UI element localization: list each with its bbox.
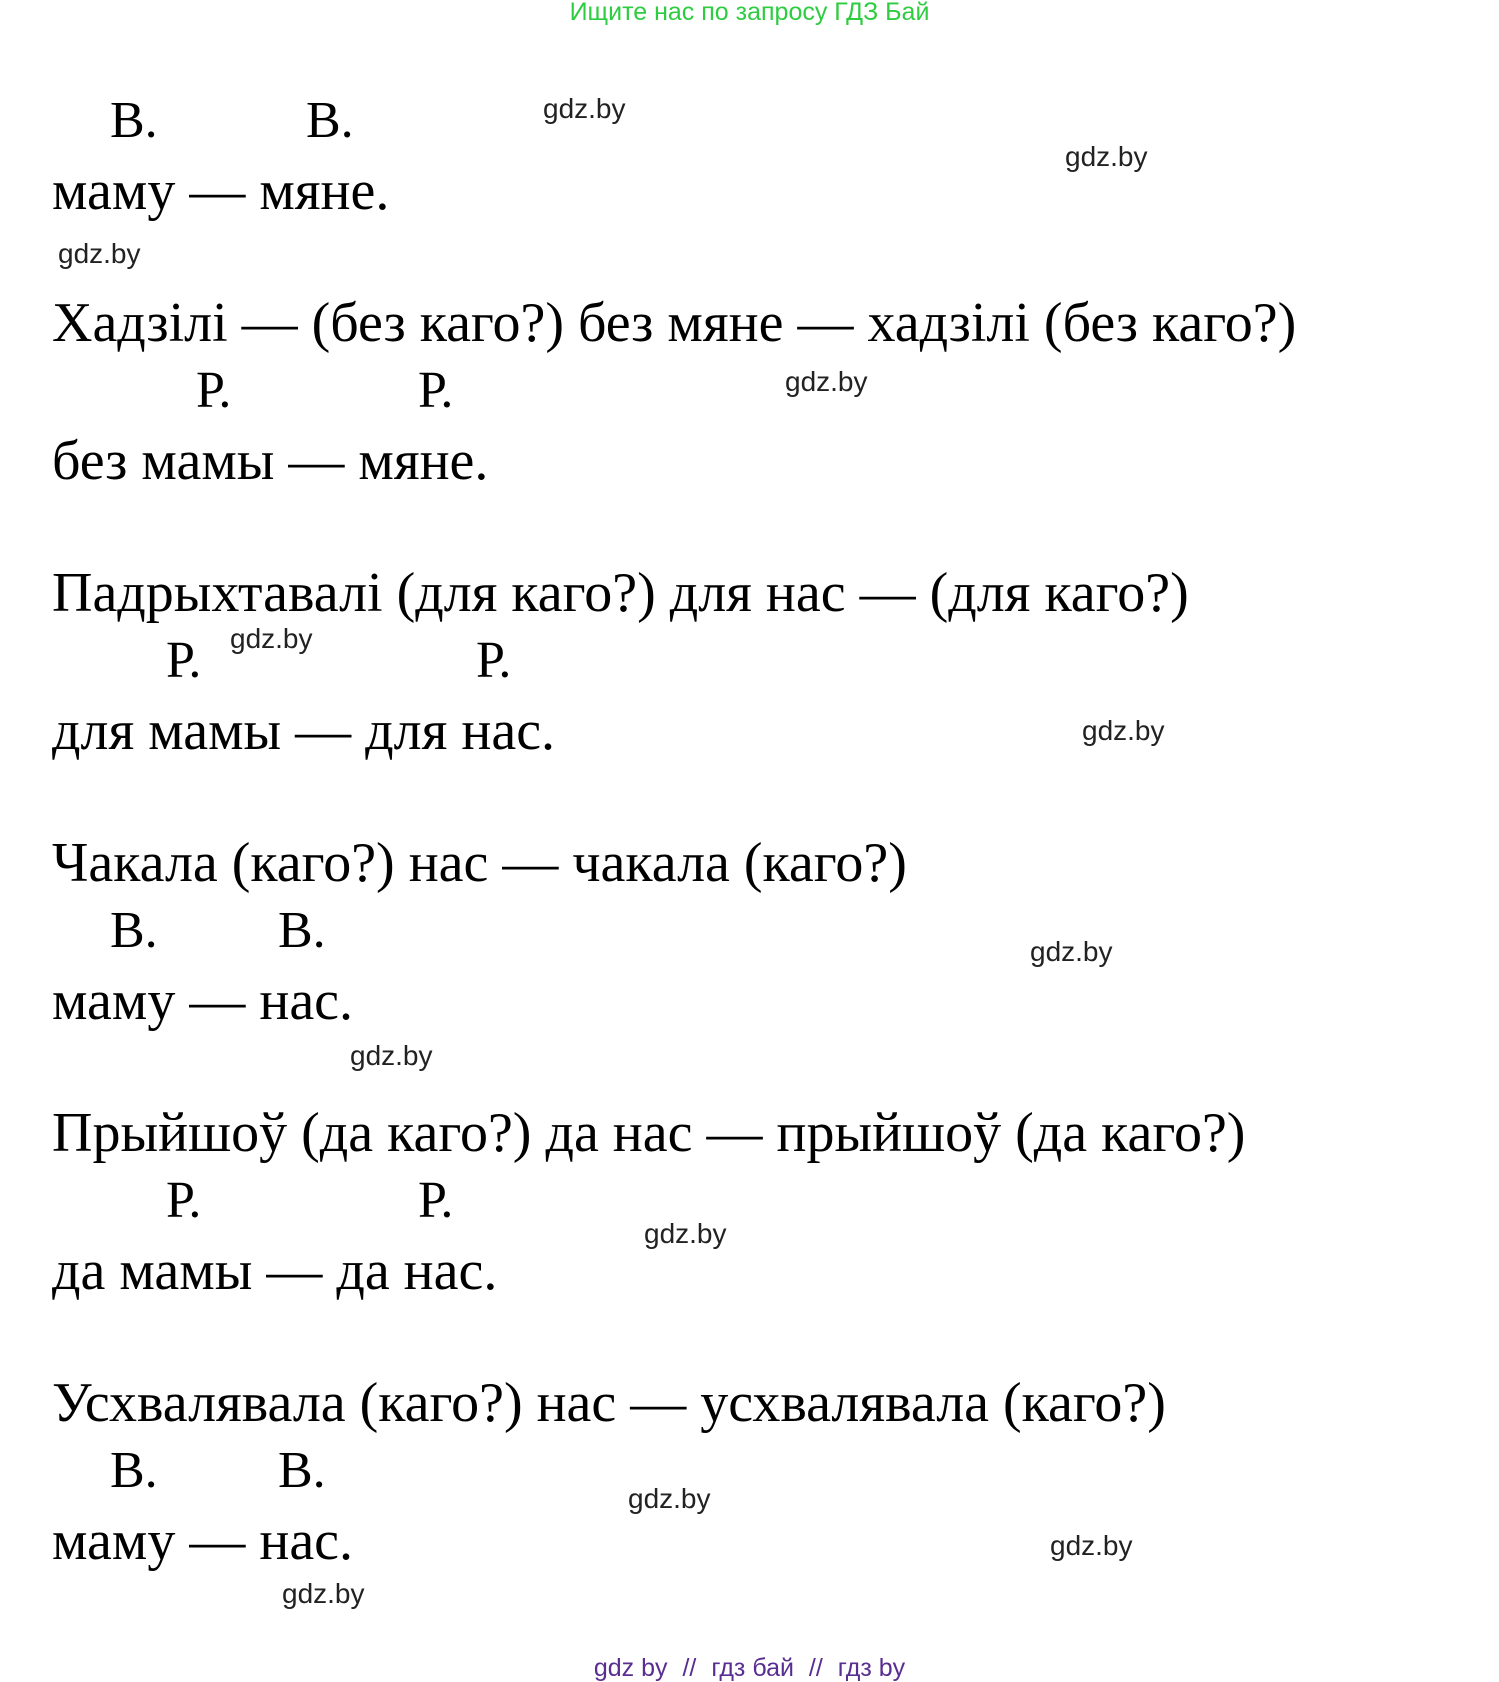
watermark: gdz.by — [58, 238, 141, 269]
case-label: Р. — [418, 362, 454, 419]
case-label: В. — [306, 92, 354, 149]
watermark: gdz.by — [628, 1483, 711, 1514]
watermark: gdz.by — [644, 1218, 727, 1249]
question-line: Падрыхтавалі (для каго?) для нас — (для каго?) — [52, 562, 1189, 624]
case-label: В. — [110, 92, 158, 149]
watermark: gdz.by — [350, 1040, 433, 1071]
case-label: В. — [278, 1442, 326, 1499]
answer-line: маму — нас. — [52, 1510, 354, 1572]
watermark: gdz.by — [1050, 1530, 1133, 1561]
watermark: gdz.by — [230, 623, 313, 654]
case-label: В. — [278, 902, 326, 959]
case-label: В. — [110, 1442, 158, 1499]
question-line: Усхвалявала (каго?) нас — усхвалявала (каго?) — [52, 1372, 1166, 1434]
case-label: Р. — [166, 632, 202, 689]
footer-separator: // — [808, 1654, 823, 1682]
answer-line: без мамы — мяне. — [52, 430, 489, 492]
answer-line: маму — мяне. — [52, 160, 390, 222]
footer-links — [0, 1656, 1499, 1681]
question-line: Хадзілі — (без каго?) без мяне — хадзілі (без каго?) — [52, 292, 1297, 354]
case-label: В. — [110, 902, 158, 959]
watermark: gdz.by — [785, 366, 868, 397]
watermark: gdz.by — [543, 93, 626, 124]
watermark: gdz.by — [1030, 936, 1113, 967]
answer-line: да мамы — да нас. — [52, 1240, 498, 1302]
top-banner-text: Ищите нас по запросу ГДЗ Бай — [569, 0, 930, 26]
answer-line: для мамы — для нас. — [52, 700, 556, 762]
watermark: gdz.by — [1082, 715, 1165, 746]
footer-link[interactable]: гдз by — [837, 1654, 906, 1682]
case-label: Р. — [476, 632, 512, 689]
watermark: gdz.by — [1065, 141, 1148, 172]
answer-line: маму — нас. — [52, 970, 354, 1032]
footer-link[interactable]: гдз бай — [711, 1654, 794, 1682]
question-line: Прыйшоў (да каго?) да нас — прыйшоў (да каго?) — [52, 1102, 1246, 1164]
footer-separator: // — [682, 1654, 697, 1682]
footer-link[interactable]: gdz by — [593, 1654, 668, 1682]
case-label: Р. — [418, 1172, 454, 1229]
case-label: Р. — [166, 1172, 202, 1229]
watermark: gdz.by — [282, 1578, 365, 1609]
case-label: Р. — [196, 362, 232, 419]
question-line: Чакала (каго?) нас — чакала (каго?) — [52, 832, 907, 894]
